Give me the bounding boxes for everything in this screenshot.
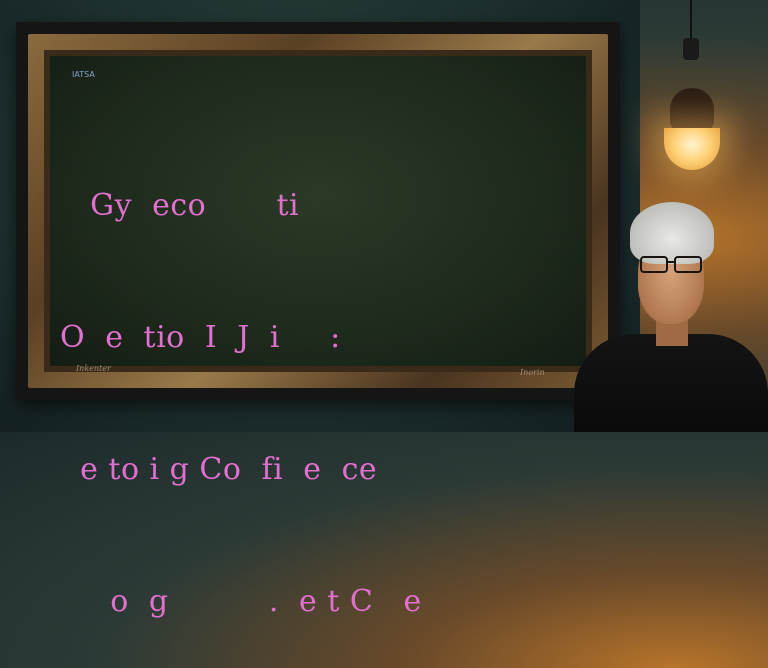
lamp-holder — [670, 88, 714, 130]
chalkboard-corner-tag-top-left: IATSA — [72, 70, 95, 79]
glasses-icon — [640, 256, 702, 270]
glasses-lens-left — [640, 256, 668, 273]
chalkboard-text — [50, 96, 586, 668]
chalkboard-corner-tag-bottom-left: Inkenter — [76, 364, 111, 373]
chalkboard-corner-tag-bottom-right: Inorin — [520, 368, 545, 377]
chalk-line-3: e to i g Co fi e ce — [50, 452, 378, 487]
glasses-lens-right — [674, 256, 702, 273]
person-hair — [630, 202, 714, 264]
lamp-bulb-icon — [664, 128, 720, 170]
lamp-socket — [683, 38, 699, 60]
lamp-cord — [690, 0, 692, 40]
person-portrait — [560, 198, 768, 432]
person-shirt — [574, 334, 768, 432]
glasses-bridge — [666, 261, 674, 263]
chalk-line-2: O e tio I J i : — [50, 320, 341, 355]
chalk-line-4: o g . e t C e — [50, 584, 422, 619]
chalk-line-1: Gy eco ti — [50, 188, 300, 223]
